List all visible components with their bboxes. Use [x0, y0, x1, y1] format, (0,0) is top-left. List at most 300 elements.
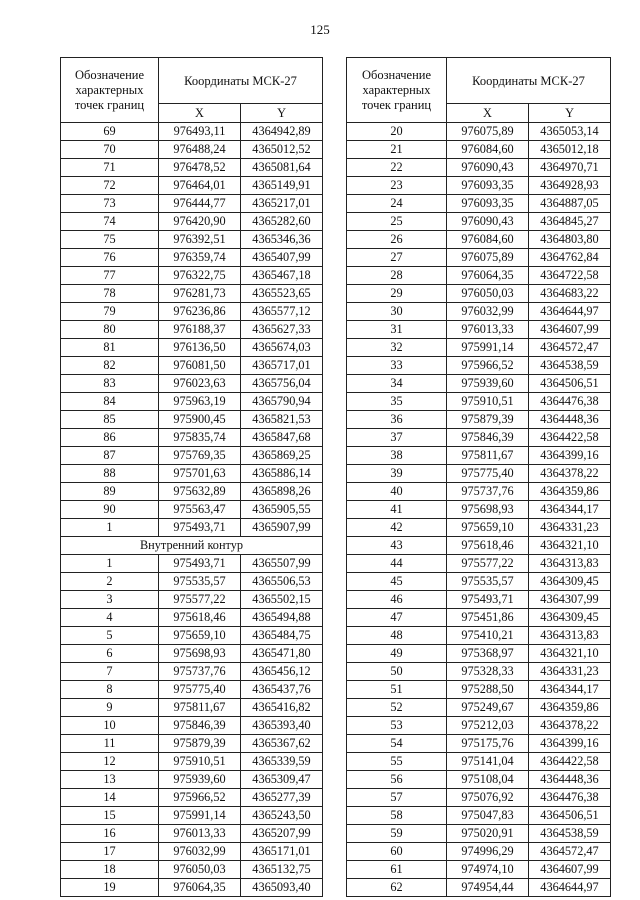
coordinate-x: 976322,75 [159, 267, 241, 285]
table-row [347, 717, 611, 735]
table-row [347, 213, 611, 231]
point-number: 20 [347, 123, 447, 141]
coordinate-y: 4365367,62 [241, 735, 323, 753]
coordinate-y: 4365149,91 [241, 177, 323, 195]
table-row [347, 375, 611, 393]
coordinate-y: 4364378,22 [529, 465, 611, 483]
coordinate-x: 975577,22 [447, 555, 529, 573]
table-row [61, 357, 323, 375]
table-row [61, 123, 323, 141]
coordinates-table-left [60, 57, 323, 897]
point-number: 51 [347, 681, 447, 699]
point-number: 80 [61, 321, 159, 339]
coordinate-y: 4364538,59 [529, 825, 611, 843]
table-body [347, 123, 611, 897]
coordinate-y: 4365898,26 [241, 483, 323, 501]
table-row [347, 195, 611, 213]
point-number: 38 [347, 447, 447, 465]
point-number: 43 [347, 537, 447, 555]
point-number: 70 [61, 141, 159, 159]
coordinate-x: 975991,14 [159, 807, 241, 825]
header-coordinates: Координаты МСК-27 [159, 58, 323, 104]
coordinate-y: 4365393,40 [241, 717, 323, 735]
table-row [61, 159, 323, 177]
coordinate-x: 976093,35 [447, 177, 529, 195]
coordinate-x: 976064,35 [159, 879, 241, 897]
header-x: X [159, 104, 241, 123]
coordinate-y: 4364572,47 [529, 843, 611, 861]
point-number: 77 [61, 267, 159, 285]
table-row [61, 591, 323, 609]
point-number: 1 [61, 519, 159, 537]
coordinates-table-right [346, 57, 611, 897]
coordinate-x: 974954,44 [447, 879, 529, 897]
coordinate-y: 4365012,52 [241, 141, 323, 159]
table-row [61, 393, 323, 411]
coordinate-y: 4365053,14 [529, 123, 611, 141]
point-number: 86 [61, 429, 159, 447]
coordinate-y: 4365790,94 [241, 393, 323, 411]
table-row [347, 321, 611, 339]
point-number: 18 [61, 861, 159, 879]
coordinate-y: 4364644,97 [529, 879, 611, 897]
point-number: 55 [347, 753, 447, 771]
point-number: 35 [347, 393, 447, 411]
coordinate-y: 4364644,97 [529, 303, 611, 321]
table-row [347, 447, 611, 465]
coordinate-y: 4365282,60 [241, 213, 323, 231]
coordinate-x: 975775,40 [447, 465, 529, 483]
coordinate-x: 976023,63 [159, 375, 241, 393]
table-row [61, 879, 323, 897]
coordinate-y: 4365717,01 [241, 357, 323, 375]
point-number: 74 [61, 213, 159, 231]
point-number: 4 [61, 609, 159, 627]
coordinate-y: 4365756,04 [241, 375, 323, 393]
coordinate-y: 4365502,15 [241, 591, 323, 609]
table-row [347, 177, 611, 195]
coordinate-y: 4365309,47 [241, 771, 323, 789]
point-number: 24 [347, 195, 447, 213]
coordinate-x: 975963,19 [159, 393, 241, 411]
coordinate-y: 4364344,17 [529, 681, 611, 699]
table-row [61, 177, 323, 195]
point-number: 33 [347, 357, 447, 375]
table-row [347, 483, 611, 501]
coordinate-x: 975535,57 [159, 573, 241, 591]
point-number: 23 [347, 177, 447, 195]
section-row [61, 537, 323, 555]
coordinate-x: 976013,33 [159, 825, 241, 843]
point-number: 11 [61, 735, 159, 753]
coordinate-x: 975368,97 [447, 645, 529, 663]
coordinate-x: 975020,91 [447, 825, 529, 843]
point-number: 15 [61, 807, 159, 825]
coordinate-x: 976075,89 [447, 249, 529, 267]
point-number: 90 [61, 501, 159, 519]
table-row [61, 267, 323, 285]
point-number: 69 [61, 123, 159, 141]
header-designation: Обозначение характерных точек границ [61, 58, 159, 123]
coordinate-x: 975076,92 [447, 789, 529, 807]
coordinate-x: 976359,74 [159, 249, 241, 267]
coordinate-x: 975811,67 [447, 447, 529, 465]
coordinate-y: 4365171,01 [241, 843, 323, 861]
coordinate-y: 4364970,71 [529, 159, 611, 177]
table-row [61, 213, 323, 231]
coordinate-x: 976090,43 [447, 213, 529, 231]
coordinate-x: 975328,33 [447, 663, 529, 681]
table-row [347, 123, 611, 141]
table-row [61, 753, 323, 771]
point-number: 49 [347, 645, 447, 663]
point-number: 54 [347, 735, 447, 753]
coordinate-y: 4365627,33 [241, 321, 323, 339]
point-number: 27 [347, 249, 447, 267]
point-number: 17 [61, 843, 159, 861]
point-number: 88 [61, 465, 159, 483]
point-number: 34 [347, 375, 447, 393]
coordinate-y: 4365886,14 [241, 465, 323, 483]
point-number: 61 [347, 861, 447, 879]
coordinate-y: 4364422,58 [529, 753, 611, 771]
coordinate-x: 975879,39 [159, 735, 241, 753]
table-body [61, 123, 323, 537]
point-number: 7 [61, 663, 159, 681]
table-row [347, 789, 611, 807]
point-number: 75 [61, 231, 159, 249]
table-row [347, 681, 611, 699]
point-number: 5 [61, 627, 159, 645]
coordinate-y: 4365905,55 [241, 501, 323, 519]
coordinate-y: 4364309,45 [529, 609, 611, 627]
coordinate-y: 4364331,23 [529, 519, 611, 537]
point-number: 47 [347, 609, 447, 627]
point-number: 1 [61, 555, 159, 573]
coordinate-y: 4365456,12 [241, 663, 323, 681]
coordinate-y: 4364506,51 [529, 807, 611, 825]
table-row [347, 771, 611, 789]
coordinate-y: 4365484,75 [241, 627, 323, 645]
coordinate-y: 4364321,10 [529, 645, 611, 663]
coordinate-y: 4365416,82 [241, 699, 323, 717]
point-number: 45 [347, 573, 447, 591]
coordinate-y: 4365507,99 [241, 555, 323, 573]
point-number: 46 [347, 591, 447, 609]
table-row [347, 159, 611, 177]
point-number: 62 [347, 879, 447, 897]
point-number: 57 [347, 789, 447, 807]
coordinate-x: 976050,03 [447, 285, 529, 303]
coordinate-y: 4365869,25 [241, 447, 323, 465]
coordinate-x: 976032,99 [447, 303, 529, 321]
coordinate-y: 4364313,83 [529, 627, 611, 645]
coordinate-y: 4365243,50 [241, 807, 323, 825]
point-number: 73 [61, 195, 159, 213]
coordinate-y: 4365847,68 [241, 429, 323, 447]
table-row [347, 663, 611, 681]
table-row [347, 411, 611, 429]
coordinate-y: 4365207,99 [241, 825, 323, 843]
coordinate-x: 976281,73 [159, 285, 241, 303]
coordinate-x: 975737,76 [447, 483, 529, 501]
coordinate-x: 975108,04 [447, 771, 529, 789]
coordinate-x: 976464,01 [159, 177, 241, 195]
table-row [61, 627, 323, 645]
coordinate-x: 975846,39 [447, 429, 529, 447]
coordinate-x: 975618,46 [447, 537, 529, 555]
table-row [61, 447, 323, 465]
table-row [61, 717, 323, 735]
coordinate-y: 4364803,80 [529, 231, 611, 249]
coordinate-x: 975910,51 [447, 393, 529, 411]
coordinate-x: 975966,52 [159, 789, 241, 807]
header-coordinates: Координаты МСК-27 [447, 58, 611, 104]
point-number: 59 [347, 825, 447, 843]
point-number: 84 [61, 393, 159, 411]
coordinate-x: 975563,47 [159, 501, 241, 519]
table-row [61, 681, 323, 699]
coordinate-y: 4364607,99 [529, 861, 611, 879]
point-number: 50 [347, 663, 447, 681]
coordinate-y: 4364538,59 [529, 357, 611, 375]
point-number: 10 [61, 717, 159, 735]
point-number: 85 [61, 411, 159, 429]
table-row [347, 807, 611, 825]
point-number: 81 [61, 339, 159, 357]
table-row [347, 519, 611, 537]
table-row [61, 141, 323, 159]
coordinate-y: 4364359,86 [529, 699, 611, 717]
coordinate-x: 976136,50 [159, 339, 241, 357]
coordinate-x: 975212,03 [447, 717, 529, 735]
point-number: 82 [61, 357, 159, 375]
coordinate-y: 4364448,36 [529, 771, 611, 789]
table-row [347, 231, 611, 249]
header-y: Y [241, 104, 323, 123]
coordinate-y: 4364309,45 [529, 573, 611, 591]
table-row [61, 231, 323, 249]
coordinate-x: 975966,52 [447, 357, 529, 375]
coordinate-x: 975141,04 [447, 753, 529, 771]
table-row [61, 609, 323, 627]
coordinate-y: 4365523,65 [241, 285, 323, 303]
coordinate-x: 975846,39 [159, 717, 241, 735]
point-number: 56 [347, 771, 447, 789]
coordinate-y: 4365471,80 [241, 645, 323, 663]
table-row [61, 249, 323, 267]
table-row [61, 663, 323, 681]
coordinate-x: 976032,99 [159, 843, 241, 861]
table-row [61, 321, 323, 339]
coordinate-y: 4364399,16 [529, 735, 611, 753]
point-number: 32 [347, 339, 447, 357]
coordinate-x: 975493,71 [159, 555, 241, 573]
table-row [61, 645, 323, 663]
coordinate-x: 976478,52 [159, 159, 241, 177]
table-row [347, 591, 611, 609]
coordinate-y: 4365907,99 [241, 519, 323, 537]
point-number: 9 [61, 699, 159, 717]
coordinate-y: 4365093,40 [241, 879, 323, 897]
table-row [61, 429, 323, 447]
table-row [61, 303, 323, 321]
point-number: 72 [61, 177, 159, 195]
point-number: 52 [347, 699, 447, 717]
coordinate-x: 976488,24 [159, 141, 241, 159]
coordinate-x: 976188,37 [159, 321, 241, 339]
point-number: 76 [61, 249, 159, 267]
table-row [347, 861, 611, 879]
table-row [347, 879, 611, 897]
coordinate-y: 4365081,64 [241, 159, 323, 177]
point-number: 8 [61, 681, 159, 699]
coordinate-y: 4364928,93 [529, 177, 611, 195]
table-row [347, 393, 611, 411]
table-row [347, 609, 611, 627]
table-body [61, 555, 323, 897]
point-number: 13 [61, 771, 159, 789]
coordinate-y: 4364344,17 [529, 501, 611, 519]
table-row [347, 303, 611, 321]
coordinate-x: 975811,67 [159, 699, 241, 717]
coordinate-x: 975659,10 [159, 627, 241, 645]
table-row [347, 735, 611, 753]
point-number: 25 [347, 213, 447, 231]
coordinate-x: 975939,60 [159, 771, 241, 789]
table-row [61, 483, 323, 501]
point-number: 60 [347, 843, 447, 861]
coordinate-y: 4364399,16 [529, 447, 611, 465]
table-row [61, 807, 323, 825]
coordinate-y: 4364762,84 [529, 249, 611, 267]
coordinate-x: 976064,35 [447, 267, 529, 285]
point-number: 53 [347, 717, 447, 735]
coordinate-y: 4364683,22 [529, 285, 611, 303]
coordinate-y: 4365467,18 [241, 267, 323, 285]
coordinate-y: 4364307,99 [529, 591, 611, 609]
coordinate-x: 976075,89 [447, 123, 529, 141]
coordinate-x: 975618,46 [159, 609, 241, 627]
coordinate-y: 4365132,75 [241, 861, 323, 879]
table-row [61, 519, 323, 537]
table-row [347, 843, 611, 861]
coordinate-x: 975288,50 [447, 681, 529, 699]
table-row [61, 411, 323, 429]
point-number: 26 [347, 231, 447, 249]
coordinate-y: 4365506,53 [241, 573, 323, 591]
point-number: 44 [347, 555, 447, 573]
coordinate-x: 975175,76 [447, 735, 529, 753]
point-number: 21 [347, 141, 447, 159]
table-row [61, 771, 323, 789]
table-row [347, 249, 611, 267]
coordinate-x: 975047,83 [447, 807, 529, 825]
header-x: X [447, 104, 529, 123]
coordinate-x: 974974,10 [447, 861, 529, 879]
coordinate-y: 4364321,10 [529, 537, 611, 555]
point-number: 40 [347, 483, 447, 501]
coordinate-x: 976392,51 [159, 231, 241, 249]
table-row [61, 861, 323, 879]
coordinate-y: 4364845,27 [529, 213, 611, 231]
coordinate-x: 975451,86 [447, 609, 529, 627]
coordinate-x: 976444,77 [159, 195, 241, 213]
point-number: 22 [347, 159, 447, 177]
point-number: 6 [61, 645, 159, 663]
coordinate-y: 4365494,88 [241, 609, 323, 627]
coordinate-y: 4365217,01 [241, 195, 323, 213]
table-row [61, 735, 323, 753]
coordinate-x: 976084,60 [447, 231, 529, 249]
point-number: 39 [347, 465, 447, 483]
coordinate-x: 975698,93 [447, 501, 529, 519]
coordinate-x: 976493,11 [159, 123, 241, 141]
point-number: 19 [61, 879, 159, 897]
coordinate-y: 4364378,22 [529, 717, 611, 735]
coordinate-y: 4364331,23 [529, 663, 611, 681]
point-number: 16 [61, 825, 159, 843]
point-number: 71 [61, 159, 159, 177]
point-number: 78 [61, 285, 159, 303]
point-number: 79 [61, 303, 159, 321]
coordinate-y: 4364476,38 [529, 393, 611, 411]
coordinate-x: 976013,33 [447, 321, 529, 339]
coordinate-x: 976050,03 [159, 861, 241, 879]
point-number: 12 [61, 753, 159, 771]
coordinate-y: 4364572,47 [529, 339, 611, 357]
point-number: 48 [347, 627, 447, 645]
point-number: 89 [61, 483, 159, 501]
point-number: 36 [347, 411, 447, 429]
point-number: 83 [61, 375, 159, 393]
coordinate-x: 976084,60 [447, 141, 529, 159]
table-row [347, 357, 611, 375]
coordinate-y: 4364607,99 [529, 321, 611, 339]
coordinate-x: 975910,51 [159, 753, 241, 771]
section-label-inner-contour: Внутренний контур [61, 537, 323, 555]
coordinate-y: 4364476,38 [529, 789, 611, 807]
point-number: 2 [61, 573, 159, 591]
coordinate-x: 974996,29 [447, 843, 529, 861]
table-row [61, 465, 323, 483]
coordinate-x: 975535,57 [447, 573, 529, 591]
header-y: Y [529, 104, 611, 123]
header-designation: Обозначение характерных точек границ [347, 58, 447, 123]
coordinate-y: 4364942,89 [241, 123, 323, 141]
coordinate-x: 976090,43 [447, 159, 529, 177]
point-number: 58 [347, 807, 447, 825]
page-number: 125 [310, 22, 330, 37]
table-row [347, 141, 611, 159]
coordinate-x: 975775,40 [159, 681, 241, 699]
point-number: 3 [61, 591, 159, 609]
coordinate-x: 975769,35 [159, 447, 241, 465]
table-row [61, 843, 323, 861]
point-number: 29 [347, 285, 447, 303]
coordinate-x: 975737,76 [159, 663, 241, 681]
table-row [61, 501, 323, 519]
table-row [61, 285, 323, 303]
coordinate-x: 975493,71 [447, 591, 529, 609]
table-row [61, 699, 323, 717]
table-row [61, 789, 323, 807]
coordinate-y: 4365407,99 [241, 249, 323, 267]
coordinate-y: 4365437,76 [241, 681, 323, 699]
table-row [347, 285, 611, 303]
coordinate-y: 4364422,58 [529, 429, 611, 447]
table-row [347, 339, 611, 357]
